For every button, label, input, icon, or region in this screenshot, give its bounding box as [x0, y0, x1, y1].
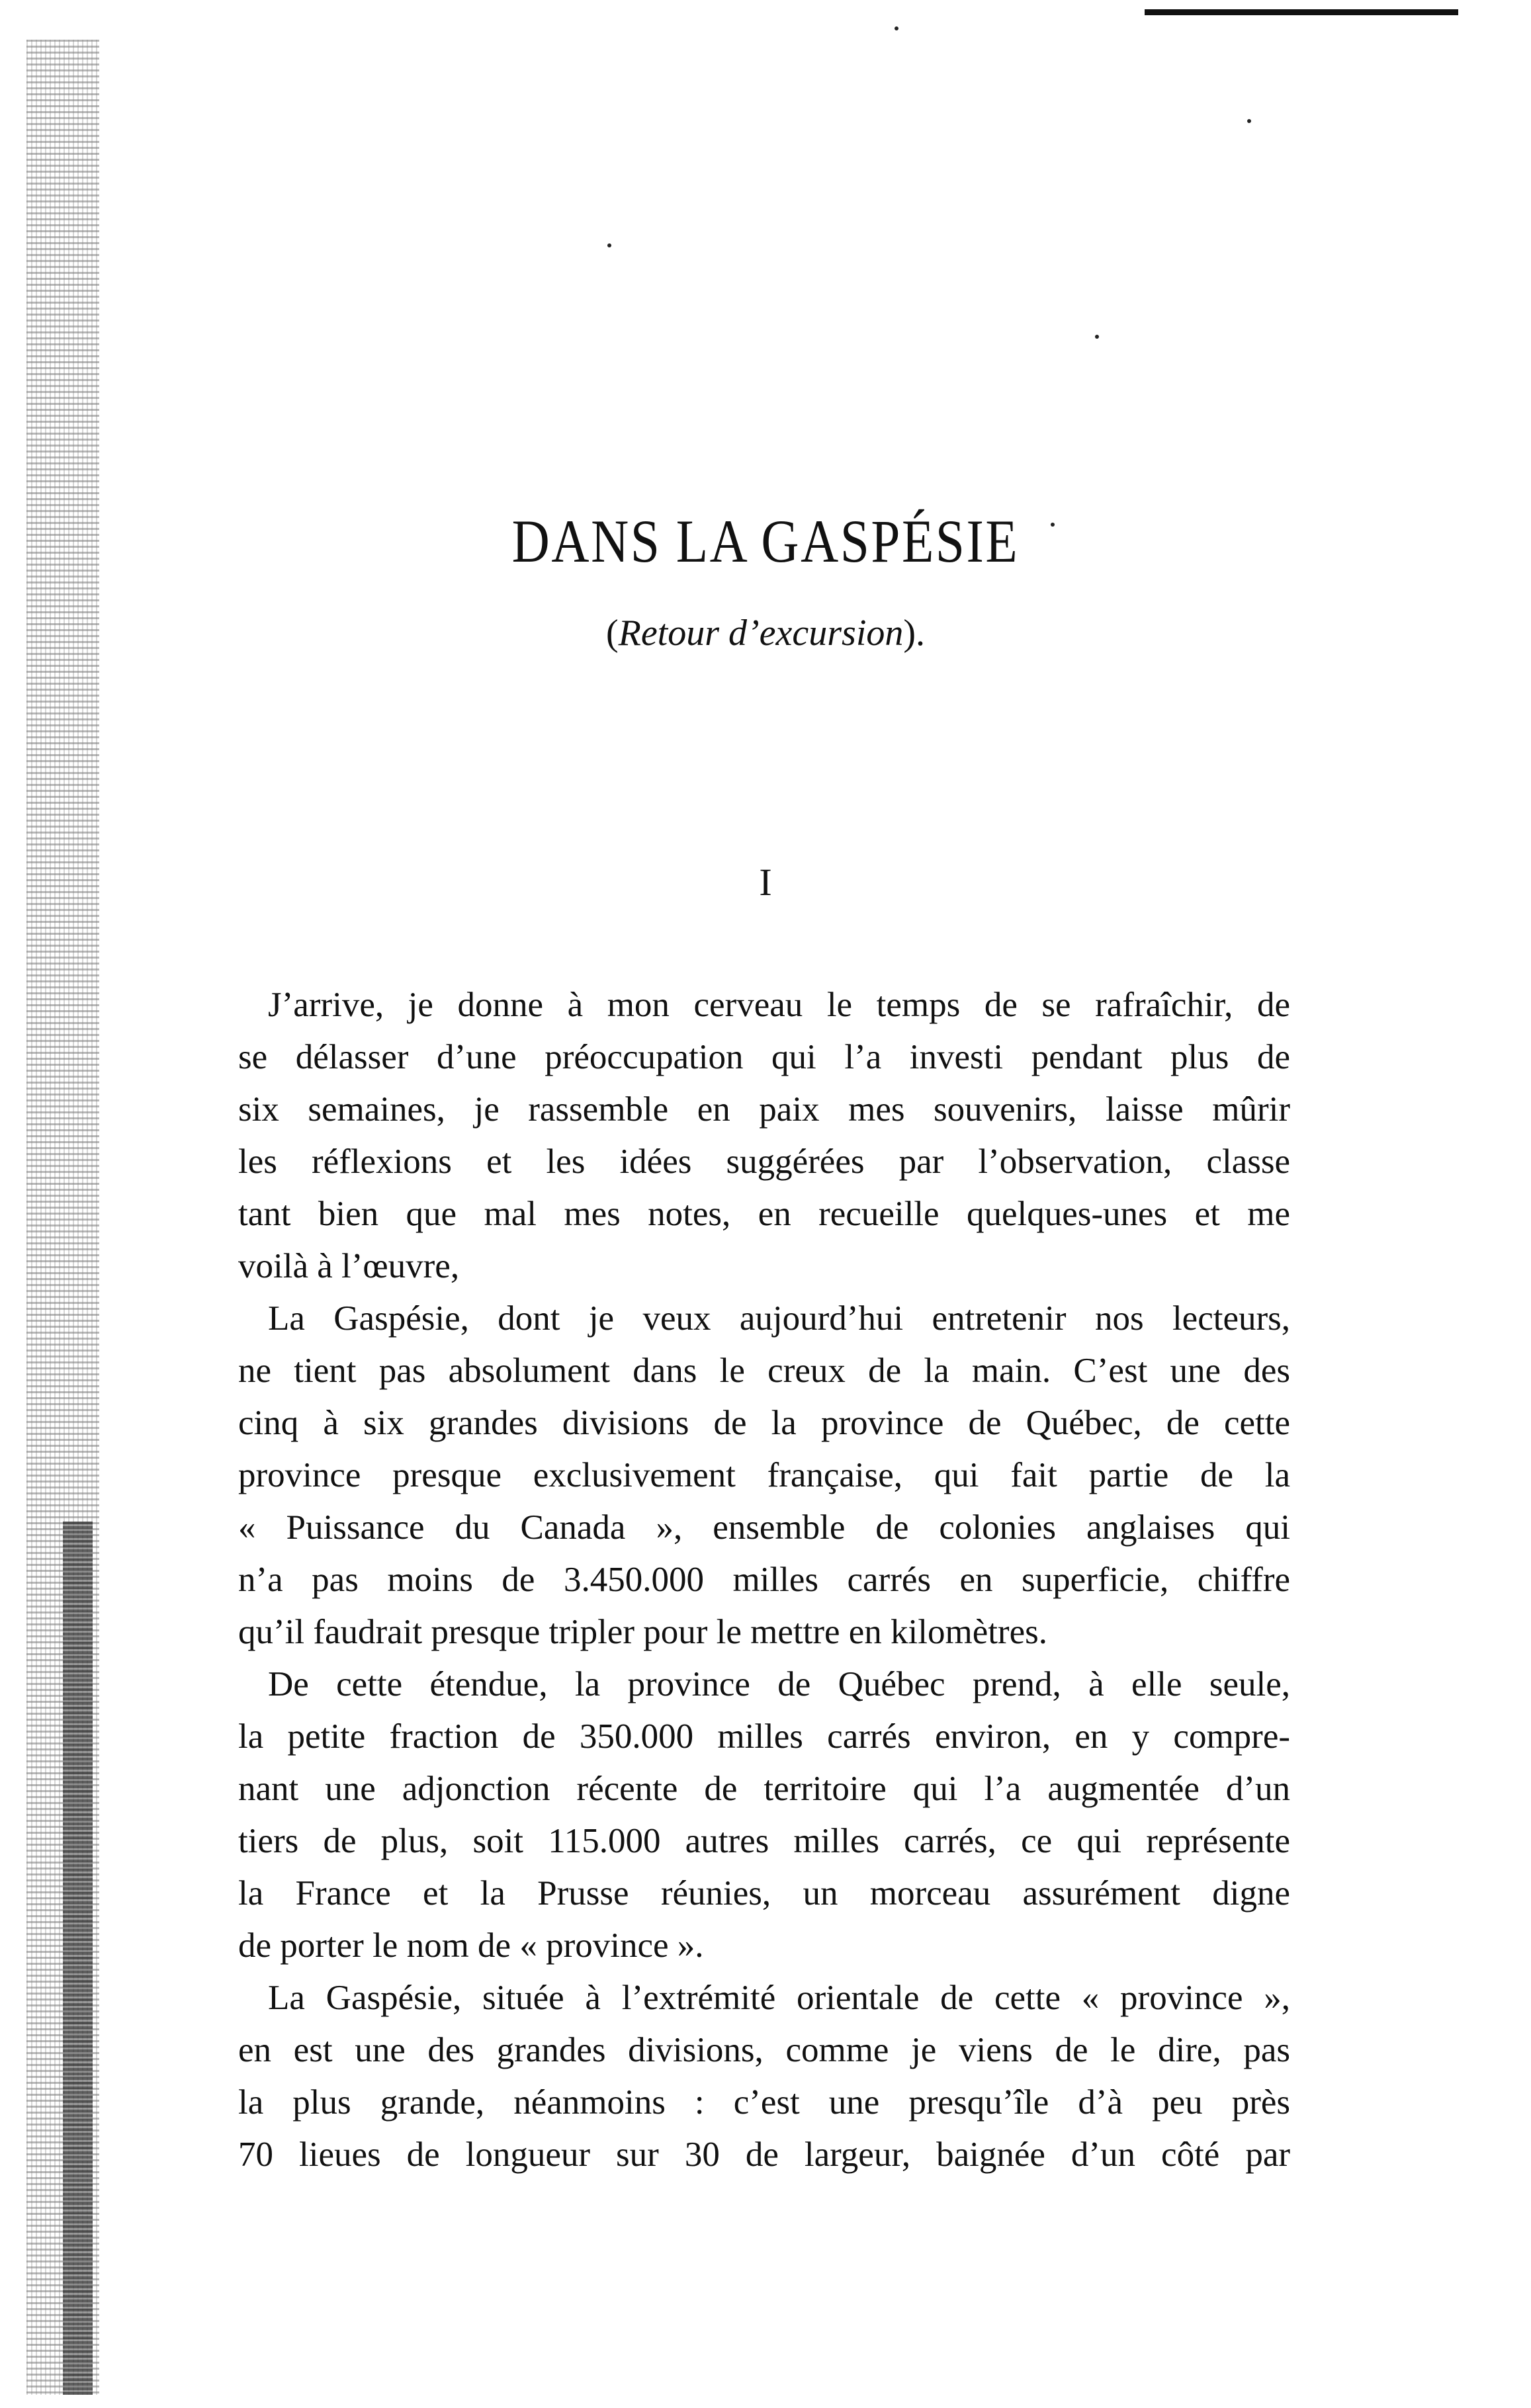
- chapter-subtitle: [0, 612, 1531, 654]
- text-line: six semaines, je rassemble en paix mes souvenirs, laisse mûrir: [238, 1090, 1290, 1129]
- text-line: tant bien que mal mes notes, en recueille quelques-unes et me: [238, 1195, 1290, 1233]
- text-line: ne tient pas absolument dans le creux de la main. C’est une des: [238, 1352, 1290, 1390]
- speck-mark: [1095, 335, 1099, 339]
- text-line: la plus grande, néanmoins : c’est une presqu’île d’à peu près: [238, 2083, 1290, 2122]
- speck-mark: [1247, 119, 1251, 123]
- text-line: de porter le nom de « province ».: [238, 1926, 704, 1965]
- speck-mark: [607, 243, 611, 247]
- text-line: La Gaspésie, dont je veux aujourd’hui entretenir nos lecteurs,: [268, 1299, 1290, 1338]
- text-line: qu’il faudrait presque tripler pour le mettre en kilomètres.: [238, 1613, 1047, 1651]
- text-line: 70 lieues de longueur sur 30 de largeur, baignée d’un côté par: [238, 2135, 1290, 2174]
- text-line: tiers de plus, soit 115.000 autres milles carrés, ce qui représente: [238, 1822, 1290, 1860]
- chapter-title: DANS LA GASPÉSIE: [511, 507, 1020, 575]
- text-line: voilà à l’œuvre,: [238, 1247, 460, 1285]
- speck-mark: [895, 26, 898, 30]
- top-rule: [1145, 9, 1458, 15]
- subtitle-close-paren: ).: [903, 613, 926, 654]
- text-line: se délasser d’une préoccupation qui l’a investi pendant plus de: [238, 1038, 1290, 1076]
- section-number: I: [759, 861, 772, 904]
- text-line: la France et la Prusse réunies, un morceau assurément digne: [238, 1874, 1290, 1913]
- subtitle-open-paren: (: [605, 613, 619, 654]
- text-line: en est une des grandes divisions, comme je viens de le dire, pas: [238, 2031, 1290, 2069]
- text-line: « Puissance du Canada », ensemble de colonies anglaises qui: [238, 1508, 1290, 1547]
- text-line: les réflexions et les idées suggérées par l’observation, classe: [238, 1142, 1290, 1181]
- text-line: la petite fraction de 350.000 milles carrés environ, en y compre-: [238, 1717, 1290, 1756]
- text-line: nant une adjonction récente de territoire qui l’a augmentée d’un: [238, 1770, 1290, 1808]
- binding-edge-dark-artifact: [63, 1522, 93, 2395]
- subtitle-italic-excursion: d’excursion: [728, 613, 904, 654]
- text-line: n’a pas moins de 3.450.000 milles carrés en superficie, chiffre: [238, 1561, 1290, 1599]
- text-line: cinq à six grandes divisions de la province de Québec, de cette: [238, 1404, 1290, 1442]
- text-line: province presque exclusivement française, qui fait partie de la: [238, 1456, 1290, 1494]
- text-line: J’arrive, je donne à mon cerveau le temps de se rafraîchir, de: [268, 986, 1290, 1024]
- text-line: De cette étendue, la province de Québec prend, à elle seule,: [268, 1665, 1290, 1703]
- text-line: La Gaspésie, située à l’extrémité orientale de cette « province »,: [268, 1979, 1290, 2017]
- body-text: [238, 979, 1290, 2181]
- subtitle-italic-retour: Retour: [618, 613, 720, 654]
